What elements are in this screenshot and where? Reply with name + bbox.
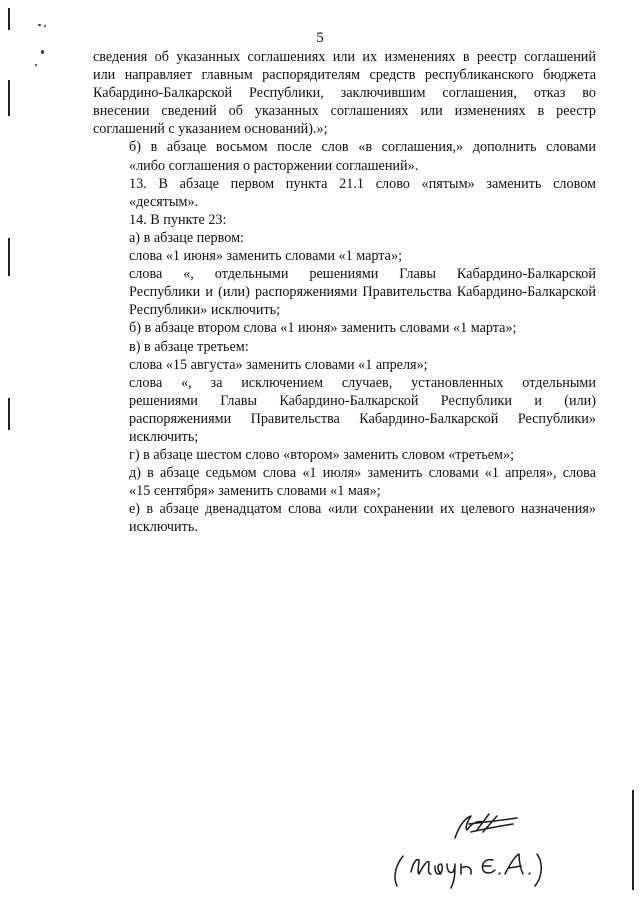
text-line: 14. В пункте 23: <box>129 211 227 228</box>
text-line: слова «, за исключением случаев, установленных отдельными <box>129 374 596 391</box>
paragraph <box>93 211 596 229</box>
text-line: б) в абзаце втором слова «1 июня» заменить словами «1 марта»; <box>129 320 517 337</box>
text-line: слова «1 июня» заменить словами «1 марта»; <box>129 248 403 265</box>
text-line: распоряжениями Правительства Кабардино-Балкарской Республики» <box>129 410 596 427</box>
document-body <box>93 48 596 537</box>
text-line: решениями Главы Кабардино-Балкарской Республики и (или) <box>129 392 596 409</box>
text-line: е) в абзаце двенадцатом слова «или сохранении их целевого назначения» <box>129 501 596 518</box>
text-line: в) в абзаце третьем: <box>129 338 249 355</box>
paragraph <box>93 175 596 211</box>
scan-speck <box>41 50 44 54</box>
text-line: исключить. <box>129 519 198 536</box>
text-line: Республики» исключить; <box>129 302 281 319</box>
text-line: д) в абзаце седьмом слова «1 июля» заменить словами «1 апреля», слова <box>129 465 596 482</box>
handwritten-signature <box>385 808 555 890</box>
paragraph <box>93 338 596 356</box>
paragraph <box>93 48 596 138</box>
paragraph <box>93 374 596 446</box>
scan-edge-mark-right-bottom <box>632 790 634 890</box>
text-line: «десятым». <box>129 193 199 210</box>
scan-edge-mark-left-upper <box>8 80 10 116</box>
scan-speck <box>35 64 37 66</box>
text-line: 13. В абзаце первом пункта 21.1 слово «пятым» заменить словом <box>129 175 596 192</box>
paragraph <box>93 446 596 464</box>
scan-speck <box>38 24 41 26</box>
text-line: г) в абзаце шестом слово «втором» заменить словом «третьем»; <box>129 447 515 464</box>
scan-edge-mark-left-lower <box>8 398 10 430</box>
text-line: исключить; <box>129 428 199 445</box>
text-line: или направляет главным распорядителям средств республиканского бюджета <box>93 67 596 84</box>
paragraph <box>93 319 596 337</box>
text-line: «либо соглашения о расторжении соглашений». <box>129 157 419 174</box>
paragraph <box>93 464 596 500</box>
text-line: а) в абзаце первом: <box>129 229 244 246</box>
text-line: внесении сведений об указанных соглашениях или изменениях в реестр <box>93 103 596 120</box>
text-line: Кабардино-Балкарской Республики, заключившим соглашения, отказ во <box>93 85 596 102</box>
text-line: слова «, отдельными решениями Главы Кабардино-Балкарской <box>129 266 596 283</box>
paragraph <box>93 229 596 247</box>
text-line: слова «15 августа» заменить словами «1 апреля»; <box>129 356 428 373</box>
paragraph <box>93 356 596 374</box>
text-line: сведения об указанных соглашениях или их изменениях в реестр соглашений <box>93 49 596 65</box>
scan-speck <box>44 25 46 27</box>
page-number: 5 <box>316 30 324 46</box>
paragraph <box>93 265 596 319</box>
text-line: «15 сентября» заменить словами «1 мая»; <box>129 483 381 500</box>
paragraph <box>93 138 596 174</box>
text-line: Республики и (или) распоряжениями Правительства Кабардино-Балкарской <box>129 284 596 301</box>
scan-edge-mark-left-middle <box>8 238 10 276</box>
scan-edge-mark-left-top <box>8 8 10 30</box>
paragraph <box>93 500 596 536</box>
text-line: б) в абзаце восьмом после слов «в соглашения,» дополнить словами <box>129 139 596 156</box>
paragraph <box>93 247 596 265</box>
text-line: соглашений с указанием оснований).»; <box>93 121 328 138</box>
